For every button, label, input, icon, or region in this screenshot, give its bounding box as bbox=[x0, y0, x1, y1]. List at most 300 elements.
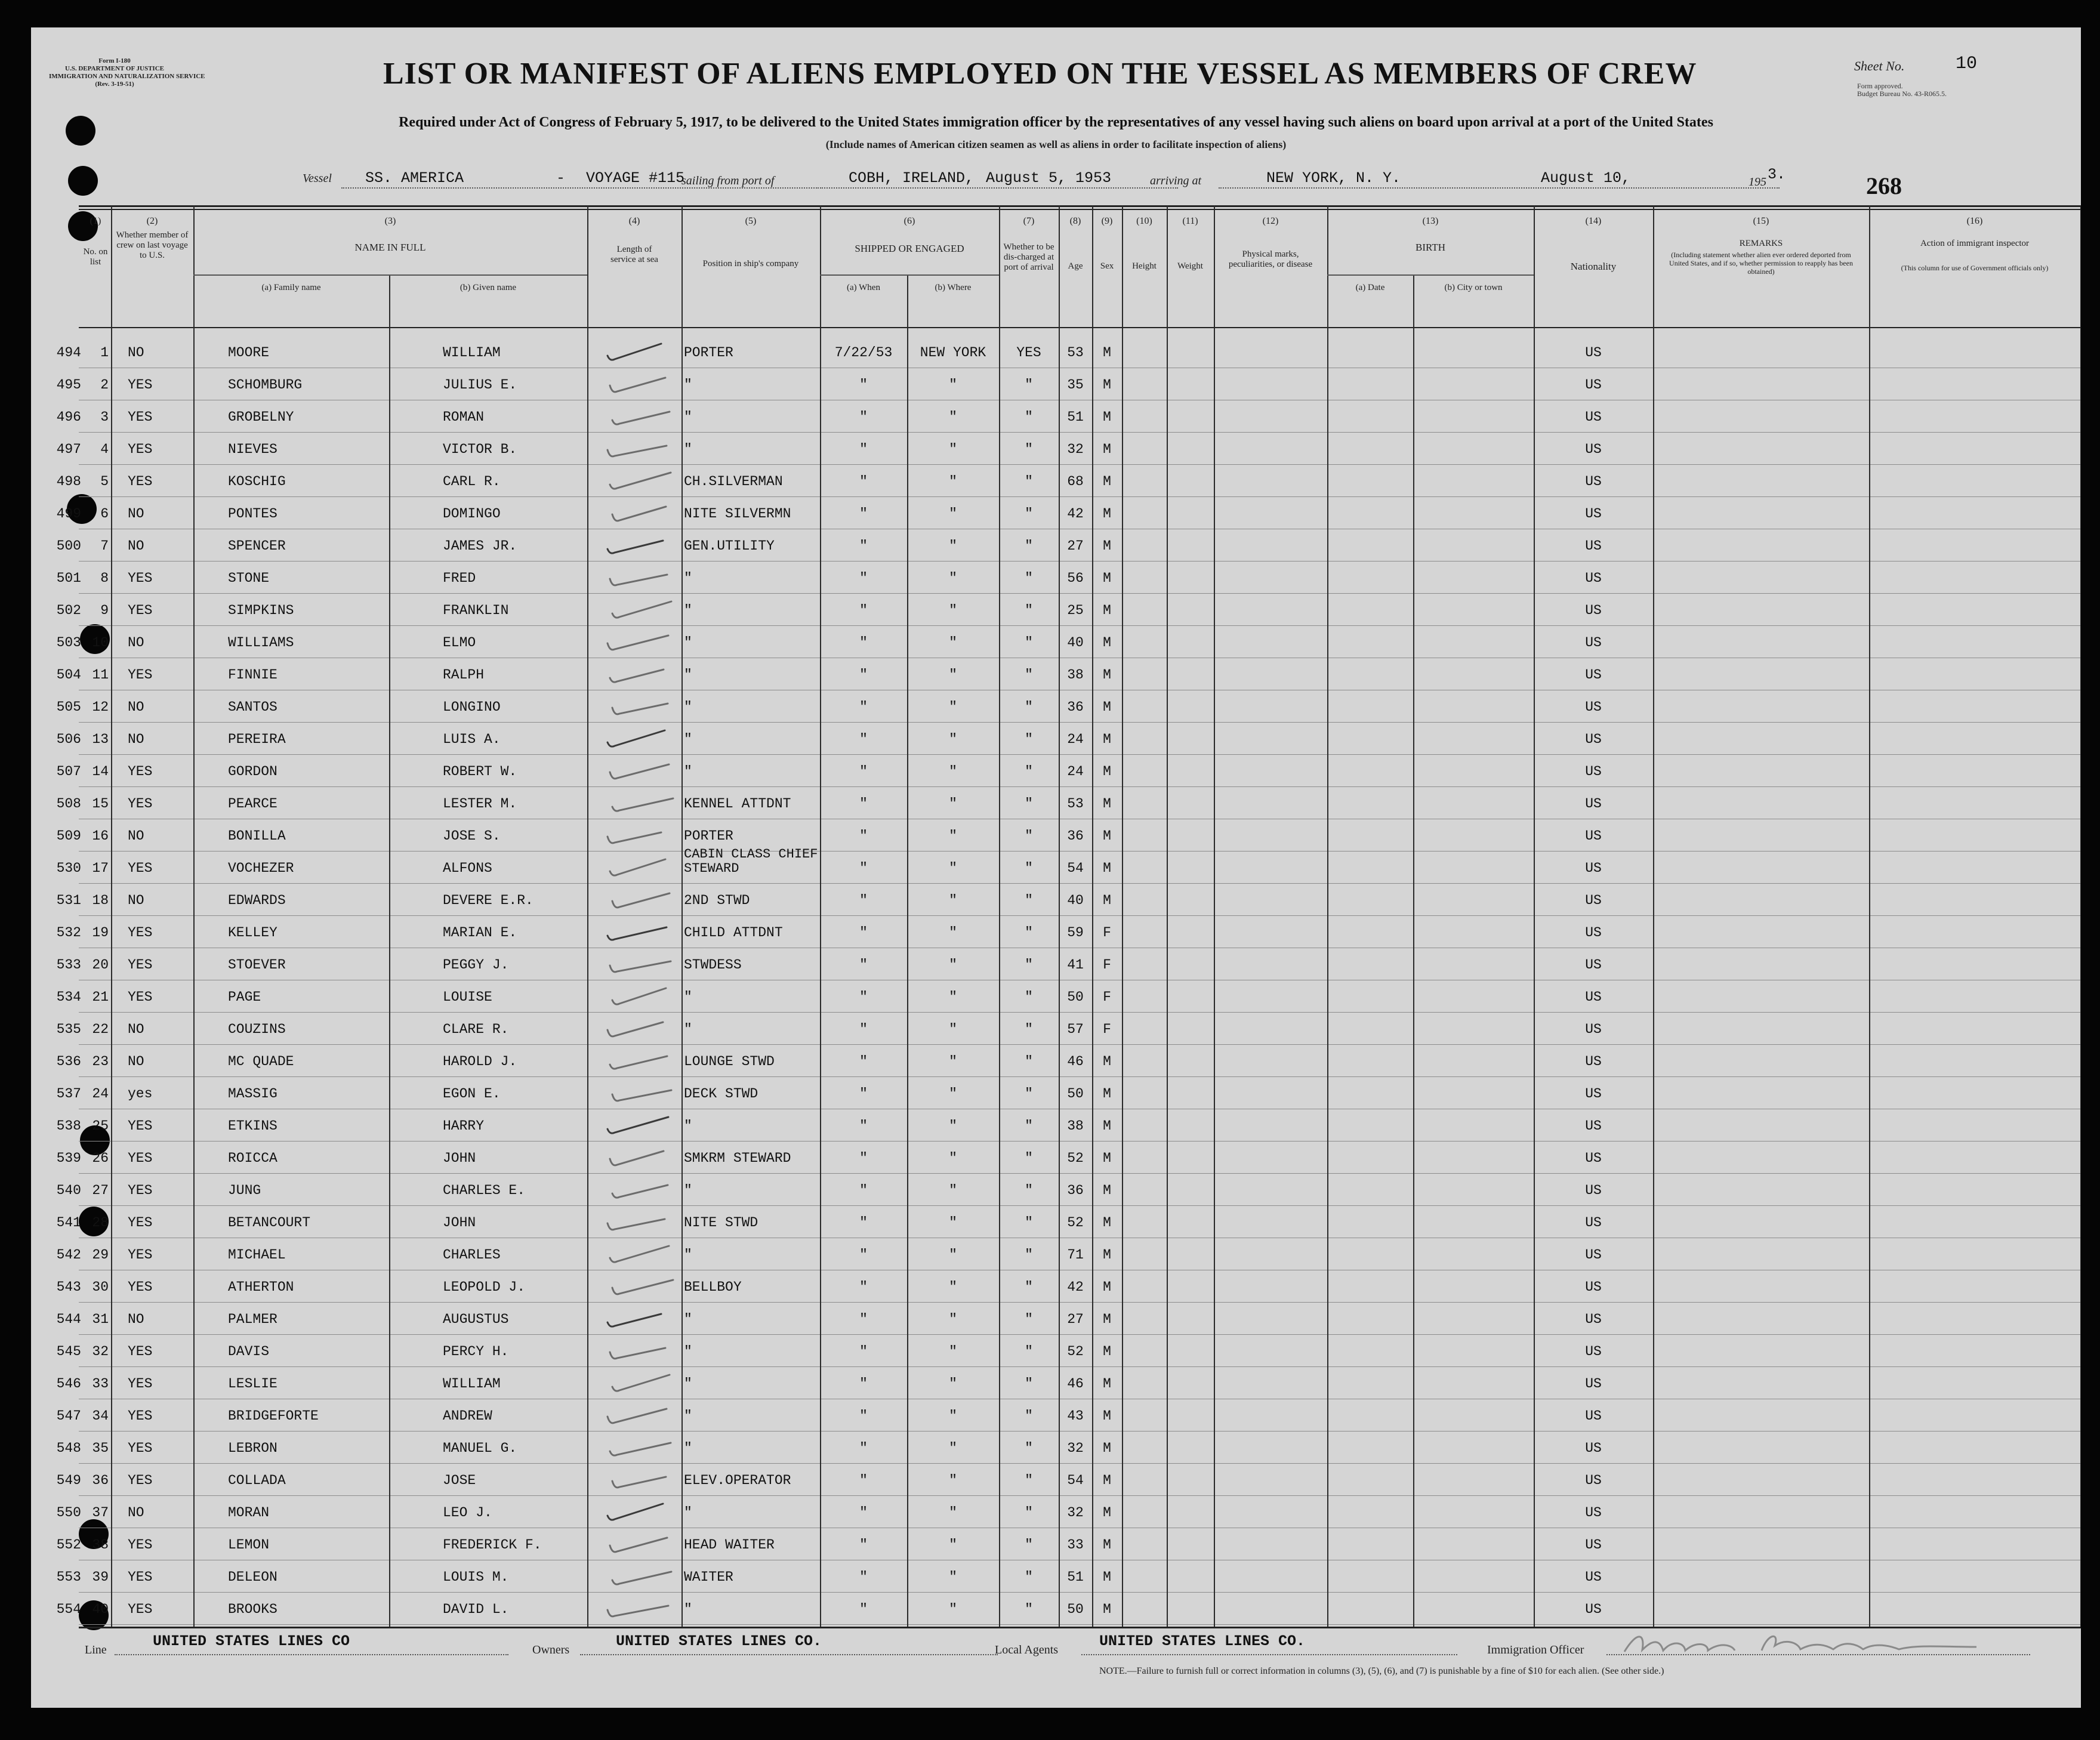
nationality: US bbox=[1585, 474, 1602, 489]
sex: M bbox=[1103, 1344, 1111, 1359]
given-name: ROMAN bbox=[443, 409, 485, 425]
sex: F bbox=[1103, 1022, 1111, 1037]
discharge: " bbox=[1025, 893, 1033, 908]
col-divider bbox=[111, 205, 112, 1627]
discharge: " bbox=[1025, 925, 1033, 940]
checkmark-icon bbox=[604, 920, 676, 944]
age: 43 bbox=[1067, 1408, 1084, 1424]
position: NITE STWD bbox=[684, 1215, 758, 1230]
position: " bbox=[684, 667, 692, 683]
arriving-label: arriving at bbox=[1150, 174, 1202, 187]
col-13-header: BIRTH bbox=[1416, 242, 1445, 253]
family-name: NIEVES bbox=[228, 442, 277, 457]
ref-number: 542 bbox=[56, 1247, 81, 1263]
age: 24 bbox=[1067, 764, 1084, 779]
discharge: " bbox=[1025, 1569, 1033, 1585]
from-port: COBH, IRELAND, bbox=[849, 169, 975, 187]
shipped-where: " bbox=[949, 570, 957, 586]
list-number: 26 bbox=[92, 1150, 109, 1166]
previous-voyage: YES bbox=[128, 442, 153, 457]
age: 27 bbox=[1067, 1312, 1084, 1327]
row-rule bbox=[79, 1463, 2081, 1464]
shipped-when: " bbox=[859, 1440, 868, 1456]
checkmark-icon bbox=[609, 405, 680, 428]
given-name: PEGGY J. bbox=[443, 957, 509, 973]
nationality: US bbox=[1585, 893, 1602, 908]
position: " bbox=[684, 1376, 692, 1392]
position: PORTER bbox=[684, 828, 733, 844]
checkmark-icon bbox=[609, 791, 680, 815]
list-number: 14 bbox=[92, 764, 109, 779]
given-name: DEVERE E.R. bbox=[443, 893, 534, 908]
col-13b-header: (b) City or town bbox=[1444, 283, 1503, 292]
shipped-when: " bbox=[859, 732, 868, 747]
list-number: 6 bbox=[100, 506, 109, 522]
list-number: 13 bbox=[92, 732, 109, 747]
list-number: 16 bbox=[92, 828, 109, 844]
owners-label: Owners bbox=[532, 1643, 570, 1656]
col-10-header: Height bbox=[1132, 261, 1157, 271]
col-1-number: (1) bbox=[90, 216, 101, 226]
family-name: FINNIE bbox=[228, 667, 277, 683]
row-rule bbox=[79, 1334, 2081, 1335]
previous-voyage: NO bbox=[128, 699, 144, 715]
age: 54 bbox=[1067, 1473, 1084, 1488]
row-rule bbox=[79, 1495, 2081, 1496]
ref-number: 540 bbox=[56, 1183, 81, 1198]
checkmark-icon bbox=[604, 437, 676, 461]
age: 52 bbox=[1067, 1150, 1084, 1166]
given-name: CARL R. bbox=[443, 474, 501, 489]
line-dotline bbox=[115, 1654, 508, 1655]
discharge: " bbox=[1025, 635, 1033, 650]
col-3a-header: (a) Family name bbox=[261, 283, 321, 292]
birth-subrule bbox=[1327, 274, 1534, 276]
shipped-where: " bbox=[949, 377, 957, 393]
list-number: 3 bbox=[100, 409, 109, 425]
discharge: " bbox=[1025, 828, 1033, 844]
nationality: US bbox=[1585, 732, 1602, 747]
discharge: " bbox=[1025, 1537, 1033, 1553]
shipped-where: " bbox=[949, 1279, 957, 1295]
discharge: " bbox=[1025, 796, 1033, 812]
ref-number: 548 bbox=[56, 1440, 81, 1456]
family-name: WILLIAMS bbox=[228, 635, 294, 650]
family-name: PALMER bbox=[228, 1312, 277, 1327]
sailing-dotline bbox=[820, 187, 1178, 189]
sex: M bbox=[1103, 1473, 1111, 1488]
family-name: EDWARDS bbox=[228, 893, 286, 908]
list-number: 19 bbox=[92, 925, 109, 940]
nationality: US bbox=[1585, 1279, 1602, 1295]
checkmark-icon bbox=[606, 566, 678, 590]
form-identifier bbox=[49, 57, 205, 88]
age: 24 bbox=[1067, 732, 1084, 747]
col-divider bbox=[389, 274, 390, 1627]
position: " bbox=[684, 1408, 692, 1424]
nationality: US bbox=[1585, 860, 1602, 876]
discharge: " bbox=[1025, 667, 1033, 683]
ref-number: 499 bbox=[56, 506, 81, 522]
age: 41 bbox=[1067, 957, 1084, 973]
previous-voyage: YES bbox=[128, 1440, 153, 1456]
previous-voyage: YES bbox=[128, 474, 153, 489]
sex: M bbox=[1103, 1602, 1111, 1617]
ref-number: 535 bbox=[56, 1022, 81, 1037]
shipped-when: " bbox=[859, 925, 868, 940]
shipped-where: " bbox=[949, 1344, 957, 1359]
include-note: (Include names of American citizen seamen as well as aliens in order to facilitate inspection of aliens) bbox=[825, 138, 1287, 150]
list-number: 10 bbox=[92, 635, 109, 650]
discharge: " bbox=[1025, 1344, 1033, 1359]
age: 32 bbox=[1067, 1440, 1084, 1456]
discharge: " bbox=[1025, 1279, 1033, 1295]
given-name: CHARLES E. bbox=[443, 1183, 526, 1198]
col-11-number: (11) bbox=[1182, 216, 1198, 226]
ref-number: 532 bbox=[56, 925, 81, 940]
arrival-date: August 10, bbox=[1541, 169, 1631, 187]
col-2-header: Whether member of crew on last voyage to U.S. bbox=[116, 230, 189, 260]
ref-number: 501 bbox=[56, 570, 81, 586]
position: GEN.UTILITY bbox=[684, 538, 775, 554]
ref-number: 533 bbox=[56, 957, 81, 973]
nationality: US bbox=[1585, 1086, 1602, 1102]
row-rule bbox=[79, 754, 2081, 755]
sex: M bbox=[1103, 1505, 1111, 1520]
previous-voyage: NO bbox=[128, 345, 144, 360]
age: 51 bbox=[1067, 409, 1084, 425]
checkmark-icon bbox=[606, 1436, 678, 1460]
col-divider bbox=[682, 205, 683, 1627]
shipped-when: " bbox=[859, 474, 868, 489]
row-rule bbox=[79, 851, 2081, 852]
position: " bbox=[684, 1183, 692, 1198]
family-name: PONTES bbox=[228, 506, 277, 522]
age: 52 bbox=[1067, 1344, 1084, 1359]
given-name: ROBERT W. bbox=[443, 764, 517, 779]
shipped-where: " bbox=[949, 1376, 957, 1392]
shipped-when: " bbox=[859, 764, 868, 779]
shipped-where: " bbox=[949, 1473, 957, 1488]
ref-number: 505 bbox=[56, 699, 81, 715]
nationality: US bbox=[1585, 667, 1602, 683]
given-name: JOHN bbox=[443, 1215, 476, 1230]
nationality: US bbox=[1585, 1247, 1602, 1263]
shipped-where: " bbox=[949, 699, 957, 715]
officer-signature bbox=[1618, 1629, 2012, 1659]
checkmark-icon bbox=[609, 1565, 680, 1588]
previous-voyage: YES bbox=[128, 1537, 153, 1553]
given-name: LEO J. bbox=[443, 1505, 492, 1520]
checkmark-icon bbox=[609, 985, 680, 1008]
shipped-when: " bbox=[859, 635, 868, 650]
list-number: 23 bbox=[92, 1054, 109, 1069]
ref-number: 536 bbox=[56, 1054, 81, 1069]
nationality: US bbox=[1585, 1408, 1602, 1424]
col-9-number: (9) bbox=[1101, 216, 1113, 226]
given-name: LOUISE bbox=[443, 989, 492, 1005]
shipped-subrule bbox=[820, 274, 999, 276]
shipped-when: " bbox=[859, 1183, 868, 1198]
discharge: " bbox=[1025, 409, 1033, 425]
nationality: US bbox=[1585, 1602, 1602, 1617]
shipped-where: " bbox=[949, 538, 957, 554]
sex: M bbox=[1103, 1376, 1111, 1392]
row-rule bbox=[79, 1173, 2081, 1174]
shipped-where: " bbox=[949, 796, 957, 812]
shipped-where: " bbox=[949, 1247, 957, 1263]
shipped-where: " bbox=[949, 1022, 957, 1037]
form-approval bbox=[1857, 82, 1988, 98]
shipped-where: " bbox=[949, 1537, 957, 1553]
nationality: US bbox=[1585, 699, 1602, 715]
position: " bbox=[684, 409, 692, 425]
sex: M bbox=[1103, 1150, 1111, 1166]
nationality: US bbox=[1585, 1569, 1602, 1585]
col-15-note: (Including statement whether alien ever ordered deported from United States, and if so, whether permission to reapply has been obtained) bbox=[1669, 251, 1853, 276]
ref-number: 494 bbox=[56, 345, 81, 360]
discharge: " bbox=[1025, 764, 1033, 779]
sex: M bbox=[1103, 1537, 1111, 1553]
checkmark-icon bbox=[606, 1146, 678, 1170]
position: " bbox=[684, 635, 692, 650]
row-rule bbox=[79, 915, 2081, 916]
footer-note: NOTE.—Failure to furnish full or correct information in columns (3), (5), (6), and (7) is punishable by a fine of $10 for each alien. (See other side.) bbox=[1099, 1666, 1664, 1676]
given-name: DOMINGO bbox=[443, 506, 501, 522]
col-12-number: (12) bbox=[1262, 216, 1279, 226]
shipped-when: " bbox=[859, 860, 868, 876]
shipped-when: " bbox=[859, 1022, 868, 1037]
sex: M bbox=[1103, 1440, 1111, 1456]
row-rule bbox=[79, 432, 2081, 433]
nationality: US bbox=[1585, 409, 1602, 425]
age: 32 bbox=[1067, 442, 1084, 457]
shipped-where: " bbox=[949, 957, 957, 973]
family-name: GORDON bbox=[228, 764, 277, 779]
row-rule bbox=[79, 1044, 2081, 1045]
list-number: 38 bbox=[92, 1537, 109, 1553]
given-name: LOUIS M. bbox=[443, 1569, 509, 1585]
position: " bbox=[684, 1118, 692, 1134]
ref-number: 539 bbox=[56, 1150, 81, 1166]
age: 68 bbox=[1067, 474, 1084, 489]
age: 51 bbox=[1067, 1569, 1084, 1585]
agents-label: Local Agents bbox=[995, 1643, 1059, 1656]
nationality: US bbox=[1585, 570, 1602, 586]
shipped-when: " bbox=[859, 796, 868, 812]
nationality: US bbox=[1585, 603, 1602, 618]
previous-voyage: NO bbox=[128, 538, 144, 554]
ref-number: 550 bbox=[56, 1505, 81, 1520]
list-number: 11 bbox=[92, 667, 109, 683]
col-divider bbox=[1167, 205, 1168, 1627]
discharge: " bbox=[1025, 538, 1033, 554]
previous-voyage: yes bbox=[128, 1086, 153, 1102]
checkmark-icon bbox=[609, 695, 680, 718]
discharge: " bbox=[1025, 377, 1033, 393]
age: 59 bbox=[1067, 925, 1084, 940]
discharge: " bbox=[1025, 1086, 1033, 1102]
sex: M bbox=[1103, 667, 1111, 683]
checkmark-icon bbox=[606, 1049, 678, 1073]
age: 50 bbox=[1067, 1602, 1084, 1617]
requirement-text: Required under Act of Congress of February 5, 1917, to be delivered to the United States immigration officer by the representatives of any vessel having such aliens on board upon arrival at a port of the United States bbox=[399, 115, 1713, 130]
voyage-number: VOYAGE #115 bbox=[586, 169, 685, 187]
shipped-when: " bbox=[859, 893, 868, 908]
family-name: STONE bbox=[228, 570, 270, 586]
shipped-when: " bbox=[859, 603, 868, 618]
sex: M bbox=[1103, 699, 1111, 715]
family-name: SCHOMBURG bbox=[228, 377, 303, 393]
age: 38 bbox=[1067, 1118, 1084, 1134]
family-name: PEARCE bbox=[228, 796, 277, 812]
col-5-number: (5) bbox=[745, 216, 757, 226]
checkmark-icon bbox=[609, 1081, 680, 1105]
position: " bbox=[684, 570, 692, 586]
row-rule bbox=[79, 1302, 2081, 1303]
position: SMKRM STEWARD bbox=[684, 1150, 791, 1166]
col-5-header: Position in ship's company bbox=[702, 259, 799, 269]
discharge: " bbox=[1025, 1150, 1033, 1166]
shipped-when: " bbox=[859, 1602, 868, 1617]
shipped-when: " bbox=[859, 667, 868, 683]
family-name: DAVIS bbox=[228, 1344, 270, 1359]
shipped-where: " bbox=[949, 409, 957, 425]
nationality: US bbox=[1585, 538, 1602, 554]
ref-number: 500 bbox=[56, 538, 81, 554]
position: " bbox=[684, 732, 692, 747]
discharge: " bbox=[1025, 1473, 1033, 1488]
row-rule bbox=[79, 625, 2081, 626]
list-number: 18 bbox=[92, 893, 109, 908]
list-number: 35 bbox=[92, 1440, 109, 1456]
age: 40 bbox=[1067, 893, 1084, 908]
age: 50 bbox=[1067, 1086, 1084, 1102]
nationality: US bbox=[1585, 796, 1602, 812]
discharge: " bbox=[1025, 860, 1033, 876]
checkmark-icon bbox=[609, 501, 680, 525]
col-12-header: Physical marks, peculiarities, or disease bbox=[1228, 249, 1313, 269]
col-11-header: Weight bbox=[1177, 261, 1203, 271]
shipped-where: " bbox=[949, 989, 957, 1005]
sex: M bbox=[1103, 603, 1111, 618]
nationality: US bbox=[1585, 1022, 1602, 1037]
position: " bbox=[684, 764, 692, 779]
given-name: PERCY H. bbox=[443, 1344, 509, 1359]
row-rule bbox=[79, 561, 2081, 562]
shipped-when: " bbox=[859, 1150, 868, 1166]
given-name: ALFONS bbox=[443, 860, 492, 876]
shipped-where: " bbox=[949, 1312, 957, 1327]
nationality: US bbox=[1585, 1215, 1602, 1230]
row-rule bbox=[79, 1076, 2081, 1077]
previous-voyage: YES bbox=[128, 925, 153, 940]
age: 53 bbox=[1067, 796, 1084, 812]
table-top-rule bbox=[79, 205, 2081, 207]
col-7-header: Whether to be dis-charged at port of arrival bbox=[1003, 242, 1054, 272]
ref-number: 507 bbox=[56, 764, 81, 779]
col-16-header: Action of immigrant inspector bbox=[1920, 239, 2030, 248]
sex: M bbox=[1103, 570, 1111, 586]
nationality: US bbox=[1585, 377, 1602, 393]
col-divider bbox=[1327, 205, 1328, 1627]
age: 57 bbox=[1067, 1022, 1084, 1037]
family-name: BONILLA bbox=[228, 828, 286, 844]
ref-number: 543 bbox=[56, 1279, 81, 1295]
nationality: US bbox=[1585, 1150, 1602, 1166]
row-rule bbox=[79, 1012, 2081, 1013]
given-name: MANUEL G. bbox=[443, 1440, 517, 1456]
ref-number: 495 bbox=[56, 377, 81, 393]
age: 46 bbox=[1067, 1376, 1084, 1392]
sex: M bbox=[1103, 1086, 1111, 1102]
list-number: 22 bbox=[92, 1022, 109, 1037]
list-number: 24 bbox=[92, 1086, 109, 1102]
family-name: LEMON bbox=[228, 1537, 270, 1553]
service-name: IMMIGRATION AND NATURALIZATION SERVICE bbox=[49, 73, 205, 80]
col-8-number: (8) bbox=[1069, 216, 1081, 226]
arriving-dotline bbox=[1219, 187, 1780, 189]
shipped-when: " bbox=[859, 699, 868, 715]
ref-number: 552 bbox=[56, 1537, 81, 1553]
checkmark-icon bbox=[606, 1339, 678, 1363]
nationality: US bbox=[1585, 1440, 1602, 1456]
family-name: BROOKS bbox=[228, 1602, 277, 1617]
position: HEAD WAITER bbox=[684, 1537, 775, 1553]
given-name: LUIS A. bbox=[443, 732, 501, 747]
row-rule bbox=[79, 1366, 2081, 1367]
age: 33 bbox=[1067, 1537, 1084, 1553]
position: DECK STWD bbox=[684, 1086, 758, 1102]
previous-voyage: YES bbox=[128, 1569, 153, 1585]
family-name: BETANCOURT bbox=[228, 1215, 311, 1230]
ref-number: 503 bbox=[56, 635, 81, 650]
sex: F bbox=[1103, 989, 1111, 1005]
nationality: US bbox=[1585, 1376, 1602, 1392]
row-rule bbox=[79, 593, 2081, 594]
discharge: " bbox=[1025, 1183, 1033, 1198]
ref-number: 506 bbox=[56, 732, 81, 747]
shipped-where: " bbox=[949, 732, 957, 747]
list-number: 4 bbox=[100, 442, 109, 457]
ref-number: 554 bbox=[56, 1602, 81, 1617]
age: 36 bbox=[1067, 699, 1084, 715]
family-name: STOEVER bbox=[228, 957, 286, 973]
discharge: " bbox=[1025, 1247, 1033, 1263]
ref-number: 531 bbox=[56, 893, 81, 908]
list-number: 37 bbox=[92, 1505, 109, 1520]
vessel-dash: - bbox=[556, 169, 566, 187]
position: " bbox=[684, 989, 692, 1005]
sex: M bbox=[1103, 1569, 1111, 1585]
previous-voyage: YES bbox=[128, 1279, 153, 1295]
discharge: " bbox=[1025, 732, 1033, 747]
row-rule bbox=[79, 722, 2081, 723]
ref-number: 545 bbox=[56, 1344, 81, 1359]
previous-voyage: YES bbox=[128, 409, 153, 425]
arrival-port: NEW YORK, N. Y. bbox=[1266, 169, 1401, 187]
position: " bbox=[684, 699, 692, 715]
ref-number: 541 bbox=[56, 1215, 81, 1230]
given-name: MARIAN E. bbox=[443, 925, 517, 940]
given-name: JOSE bbox=[443, 1473, 476, 1488]
ref-number: 546 bbox=[56, 1376, 81, 1392]
ref-number: 544 bbox=[56, 1312, 81, 1327]
sheet-number: 10 bbox=[1956, 54, 1978, 74]
checkmark-icon bbox=[604, 630, 676, 654]
sex: M bbox=[1103, 1054, 1111, 1069]
list-number: 29 bbox=[92, 1247, 109, 1263]
